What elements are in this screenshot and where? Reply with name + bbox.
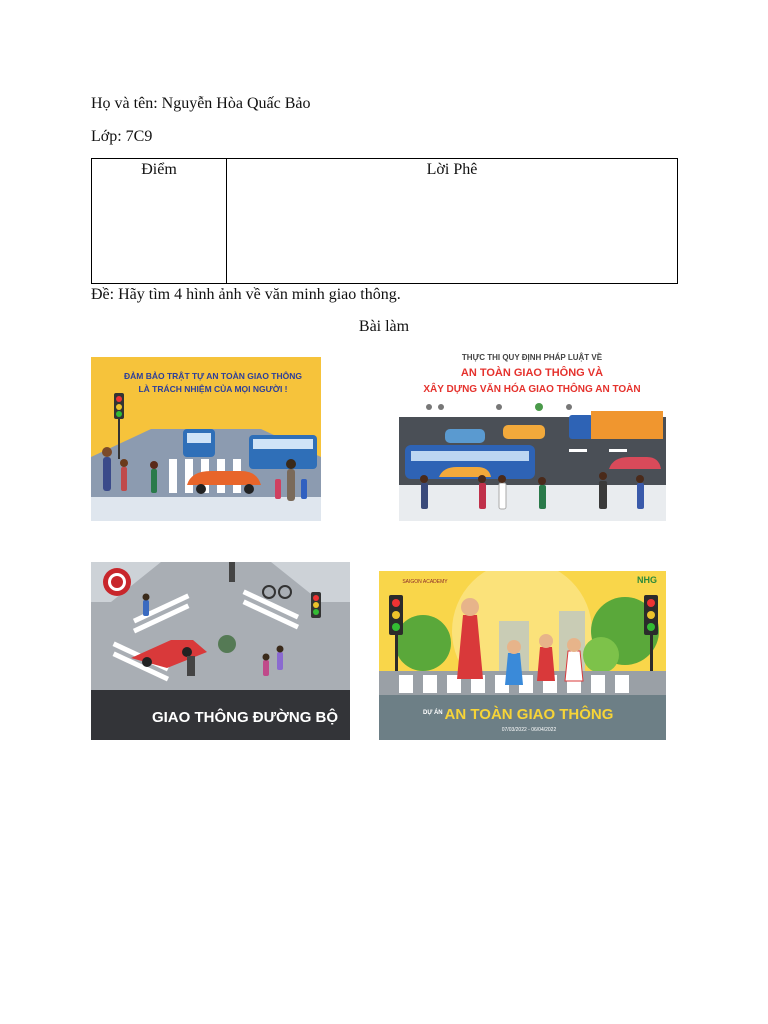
score-cell (92, 159, 227, 284)
grade-table-row (92, 159, 678, 284)
poster1-caption-line1: ĐẢM BẢO TRẬT TỰ AN TOÀN GIAO THÔNG (124, 371, 302, 381)
comment-header: Lời Phê (426, 161, 478, 178)
poster4-project-title: AN TOÀN GIAO THÔNG (444, 706, 614, 723)
traffic-safety-poster-icon (91, 357, 321, 521)
poster4-school: SAIGON ACADEMY (402, 579, 448, 585)
poster4-dates: 07/03/2022 - 06/04/2022 (501, 727, 557, 733)
poster2-title-line2: AN TOÀN GIAO THÔNG VÀ (460, 367, 604, 379)
student-name-line: Họ và tên: Nguyễn Hòa Quấc Bảo (91, 95, 311, 112)
road-safety-project-poster-icon (379, 571, 666, 740)
traffic-culture-poster-icon (399, 345, 666, 521)
poster1-caption-line2: LÀ TRÁCH NHIỆM CỦA MỌI NGƯỜI ! (138, 384, 288, 394)
comment-cell (227, 159, 678, 284)
grade-table (91, 158, 678, 284)
student-class-line: Lớp: 7C9 (91, 128, 153, 145)
score-header: Điểm (141, 161, 177, 178)
poster4-brand: NHG (637, 575, 657, 585)
poster3-caption: GIAO THÔNG ĐƯỜNG BỘ (151, 709, 339, 726)
poster4-project-prefix: DỰ ÁN (423, 710, 443, 716)
work-heading: Bài làm (358, 318, 410, 335)
assignment-prompt: Đề: Hãy tìm 4 hình ảnh về văn minh giao thông. (91, 286, 401, 303)
poster2-title-line1: THỰC THI QUY ĐỊNH PHÁP LUẬT VỀ (461, 353, 603, 362)
road-intersection-poster-icon (91, 562, 350, 740)
poster2-title-line3: XÂY DỰNG VĂN HÓA GIAO THÔNG AN TOÀN (423, 384, 641, 395)
